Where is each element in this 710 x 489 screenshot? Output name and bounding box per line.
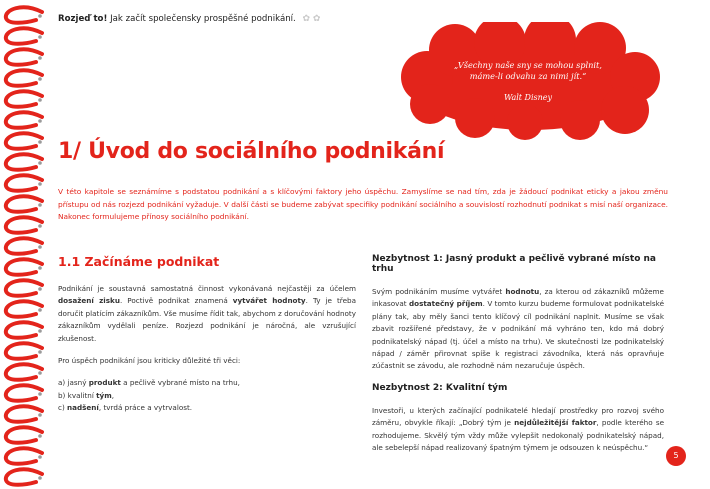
quote-author: Walt Disney	[503, 93, 553, 102]
spiral-ring	[6, 112, 42, 127]
spiral-ring	[6, 7, 42, 22]
spiral-ring	[6, 133, 42, 148]
binding-hole	[38, 287, 42, 291]
page-number: 5	[666, 446, 686, 466]
binding-hole	[38, 329, 42, 333]
quote-line-2: máme-li odvahu za nimi jít.“	[469, 71, 587, 81]
spiral-ring	[6, 259, 42, 274]
binding-hole	[38, 434, 42, 438]
spiral-ring	[6, 217, 42, 232]
binding-hole	[38, 182, 42, 186]
spiral-ring	[6, 154, 42, 169]
binding-hole	[38, 203, 42, 207]
binding-hole	[38, 245, 42, 249]
spiral-ring	[6, 406, 42, 421]
spiral-ring	[6, 175, 42, 190]
spiral-ring	[6, 385, 42, 400]
binding-hole	[38, 119, 42, 123]
right-column	[372, 254, 664, 464]
spiral-binding	[0, 0, 44, 489]
binding-hole	[38, 77, 42, 81]
spiral-ring	[6, 448, 42, 463]
binding-hole	[38, 14, 42, 18]
binding-hole	[38, 98, 42, 102]
binding-hole	[38, 455, 42, 459]
spiral-ring	[6, 427, 42, 442]
binding-hole	[38, 476, 42, 480]
binding-hole	[38, 371, 42, 375]
spiral-ring	[6, 343, 42, 358]
quote	[418, 60, 638, 103]
list-item: c) nadšení, tvrdá práce a vytrvalost.	[58, 403, 193, 413]
header-brand: Rozjeď to!	[58, 14, 108, 24]
spiral-ring	[6, 364, 42, 379]
swirl-ornament-icon: ✿ ✿	[302, 14, 321, 24]
binding-hole	[38, 308, 42, 312]
subsection-title-team: Nezbytnost 2: Kvalitní tým	[372, 382, 508, 393]
paragraph-success-intro: Pro úspěch podnikání jsou kriticky důležité tři věci:	[58, 356, 241, 366]
binding-hole	[38, 392, 42, 396]
chapter-title: 1/ Úvod do sociálního podnikání	[58, 139, 445, 164]
binding-hole	[38, 224, 42, 228]
paragraph-product: Svým podnikáním musíme vytvářet hodnotu, za kterou od zákazníků můžeme inkasovat dostatečný příjem. V tomto kurzu budeme formulovat podnikatelské plány tak, aby měly šanci tento klíčový cíl podnikání naplnit. Musíme se však zbavit rozšířené představy, že v podnikání má vyhráno ten, kdo má dobrý podnikatelský nápad (tj. účel a místo na trhu). Ve skutečnosti lze podnikatelský nápad / záměr přirovnat spíše k registraci závodníka, která nás opravňuje zúčastnit se závodu, ale rozhodně nám nezaručuje úspěch.	[372, 287, 664, 371]
spiral-ring	[6, 280, 42, 295]
binding-hole	[38, 56, 42, 60]
list-item: b) kvalitní tým,	[58, 390, 115, 400]
paragraph-team: Investoři, u kterých začínající podnikatelé hledají prostředky pro rozvoj svého záměru, obvykle říkají: „Dobrý tým je nejdůležitější faktor, podle kterého se rozhodujeme. Skvělý tým vždy může vylepšit nedokonalý podnikatelský nápad, ale sebelepší nápad realizovaný špatným týmem je odsouzen k neúspěchu.“	[372, 405, 664, 453]
paragraph-definition: Podnikání je soustavná samostatná činnost vykonávaná nejčastěji za účelem dosažení zisku. Poctivě podnikat znamená vytvářet hodnoty. Ty je třeba doručit platícím zákazníkům. Vše musíme řídit tak, abychom z doručování hodnoty zákazníkům vydělali peníze. Rozjezd podnikání je náročná, ale vzrušující zkušenost.	[58, 284, 356, 343]
spiral-ring	[6, 322, 42, 337]
section-title: 1.1 Začínáme podnikat	[58, 254, 220, 269]
running-header	[58, 14, 320, 24]
spiral-ring	[6, 49, 42, 64]
binding-hole	[38, 140, 42, 144]
spiral-ring	[6, 469, 42, 484]
header-subtitle: Jak začít společensky prospěšné podnikání.	[107, 14, 296, 24]
spiral-ring	[6, 301, 42, 316]
success-factors-list	[58, 377, 356, 414]
spiral-ring	[6, 91, 42, 106]
binding-hole	[38, 161, 42, 165]
binding-hole	[38, 266, 42, 270]
binding-hole	[38, 350, 42, 354]
left-column	[58, 254, 356, 415]
spiral-ring	[6, 70, 42, 85]
binding-hole	[38, 413, 42, 417]
list-item: a) jasný produkt a pečlivě vybrané místo na trhu,	[58, 378, 240, 388]
quote-line-1: „Všechny naše sny se mohou splnit,	[454, 60, 602, 70]
chapter-intro: V této kapitole se seznámíme s podstatou podnikání a s klíčovými faktory jeho úspěchu. Zamyslíme se nad tím, zda je žádoucí podnikat eticky a jakou změnu přístupu od nás rozjezd podnikání vyžaduje. V další části se budeme zabývat specifiky podnikání sociálního a souvislostí rozhodnutí podnikat s misí naší organizace. Nakonec formulujeme přínosy sociálního podnikání.	[58, 187, 668, 222]
spiral-ring	[6, 238, 42, 253]
binding-hole	[38, 35, 42, 39]
spiral-ring	[6, 28, 42, 43]
spiral-ring	[6, 196, 42, 211]
subsection-title-product: Nezbytnost 1: Jasný produkt a pečlivě vybrané místo na trhu	[372, 254, 656, 274]
